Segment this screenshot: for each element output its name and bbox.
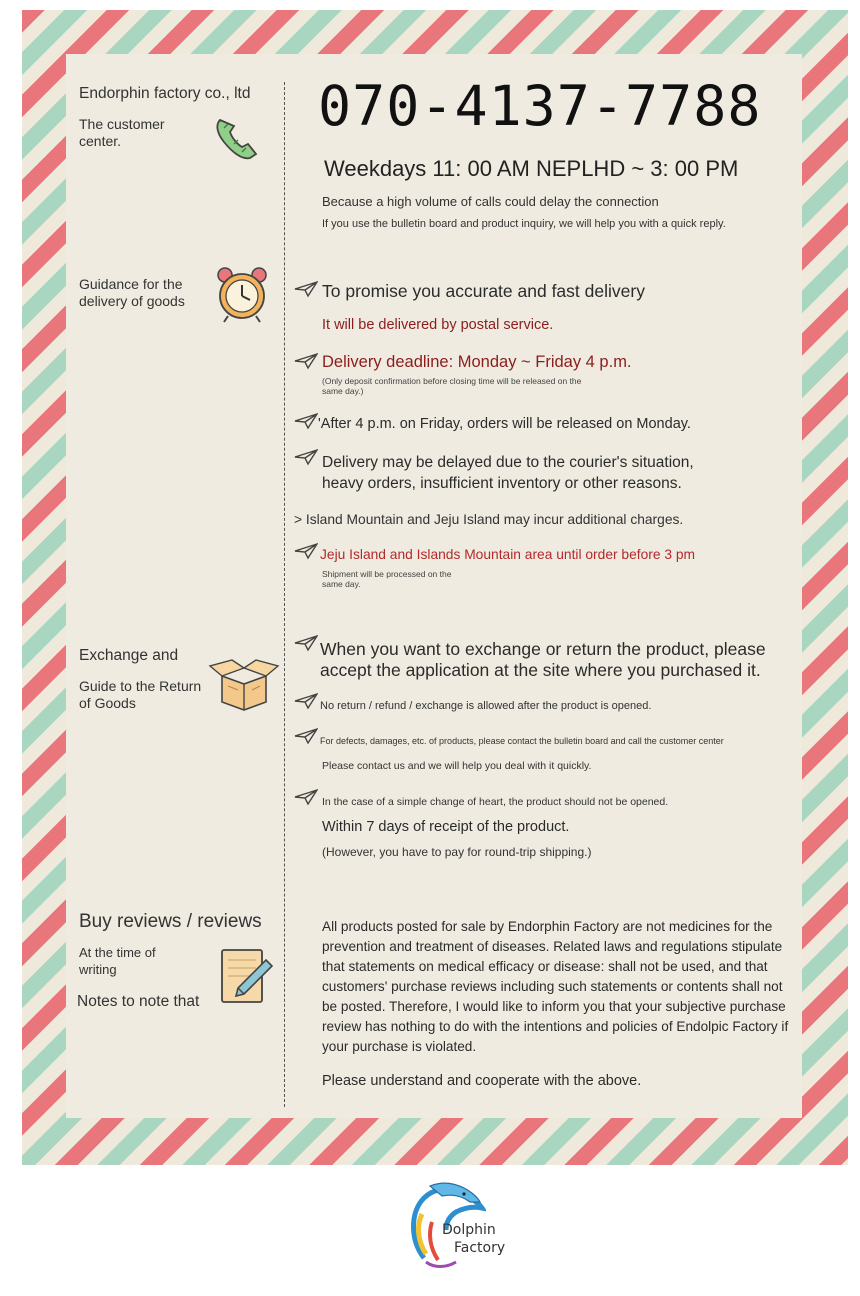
paper-plane-icon — [294, 542, 318, 565]
box-icon — [208, 656, 280, 717]
logo-text-line2: Factory — [454, 1240, 506, 1256]
delivery-delay-note: Delivery may be delayed due to the courier's situation, heavy orders, insufficient inventory or other reasons. — [322, 454, 694, 492]
phone-icon — [212, 114, 262, 169]
paper-plane-icon — [294, 727, 318, 750]
paper-plane-icon — [294, 280, 318, 303]
jeju-order-note: Jeju Island and Islands Mountain area until order before 3 pm — [320, 547, 696, 562]
delivery-promise: To promise you accurate and fast delivery — [322, 281, 645, 301]
reviews-subtitle: At the time of writing — [79, 945, 156, 977]
delivery-label: Guidance for the delivery of goods — [79, 276, 185, 309]
company-name: Endorphin factory co., ltd — [79, 85, 251, 102]
contact-us-note: Please contact us and we will help you deal with it quickly. — [322, 760, 592, 772]
paper-plane-icon — [294, 692, 318, 715]
paper-plane-icon — [294, 634, 318, 657]
deadline-note: (Only deposit confirmation before closing time will be released on the same day.) — [322, 376, 582, 396]
no-return-note: No return / refund / exchange is allowed after the product is opened. — [320, 700, 652, 712]
bulletin-note: If you use the bulletin board and product inquiry, we will help you with a quick reply. — [322, 218, 726, 230]
within-7-days-note: Within 7 days of receipt of the product. — [322, 819, 570, 835]
island-charge-note: > Island Mountain and Jeju Island may incur additional charges. — [294, 512, 684, 527]
dashed-divider — [284, 82, 285, 1107]
customer-center-label: The customer center. — [79, 116, 165, 149]
phone-number: 070-4137-7788 — [318, 74, 762, 138]
jeju-shipment-note: Shipment will be processed on the same day. — [322, 569, 452, 589]
postal-service-note: It will be delivered by postal service. — [322, 317, 554, 333]
call-delay-note: Because a high volume of calls could delay the connection — [322, 194, 659, 209]
notepad-pencil-icon — [216, 946, 276, 1013]
business-hours: Weekdays 11: 00 AM NEPLHD ~ 3: 00 PM — [324, 156, 739, 181]
airmail-border — [22, 10, 848, 1165]
delivery-deadline: Delivery deadline: Monday ~ Friday 4 p.m. — [322, 353, 632, 371]
exchange-label: Guide to the Return of Goods — [79, 678, 202, 711]
reviews-paragraph: All products posted for sale by Endorphin Factory are not medicines for the prevention and treatment of diseases. Related laws and regulations stipulate that statements on medical efficacy or disease: shall not be used, and that customers' purchase reviews including such statements or contents shall not be posted. Therefore, I would like to inform you that your subjective purchase review has nothing to do with the intentions and policies of Endolpic Factory if your purchase is violated. — [322, 919, 789, 1054]
paper-plane-icon — [294, 352, 318, 375]
round-trip-shipping-note: (However, you have to pay for round-trip shipping.) — [322, 845, 592, 859]
change-of-heart-note: In the case of a simple change of heart, the product should not be opened. — [322, 796, 669, 808]
reviews-title: Buy reviews / reviews — [79, 911, 262, 932]
exchange-main-note: When you want to exchange or return the product, please accept the application at the site where you purchased it. — [320, 639, 766, 680]
exchange-label-title: Exchange and — [79, 647, 179, 664]
logo-text-line1: Dolphin — [442, 1222, 496, 1238]
info-paper — [66, 54, 802, 1118]
paper-plane-icon — [294, 448, 318, 471]
dolphin-factory-logo — [406, 1178, 526, 1270]
alarm-clock-icon — [212, 264, 274, 331]
paper-plane-icon — [294, 788, 318, 811]
notes-label: Notes to note that — [77, 993, 200, 1010]
paper-plane-icon — [294, 412, 318, 435]
reviews-closing: Please understand and cooperate with the above. — [322, 1073, 642, 1089]
defects-note: For defects, damages, etc. of products, please contact the bulletin board and call the customer center — [320, 736, 724, 746]
friday-release-note: 'After 4 p.m. on Friday, orders will be released on Monday. — [318, 416, 691, 432]
